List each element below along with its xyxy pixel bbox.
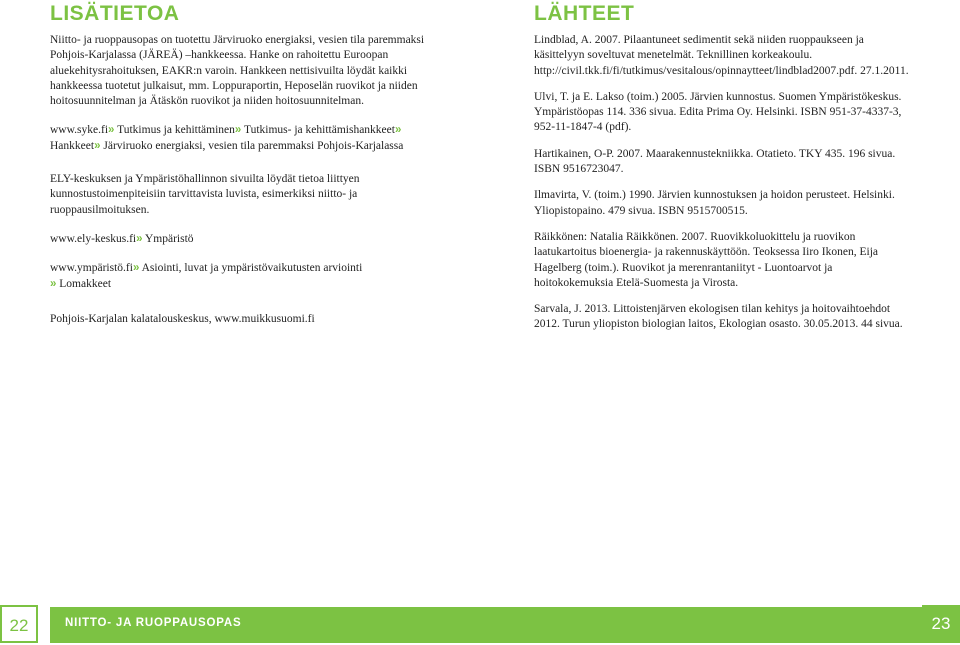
arrow-icon: » — [136, 232, 143, 245]
mkl-line: Pohjois-Karjalan kalatalouskeskus, www.muikkusuomi.fi — [50, 312, 315, 325]
ymparisto-links — [50, 261, 435, 292]
reference-item: Ilmavirta, V. (toim.) 1990. Järvien kunnostuksen ja hoidon perusteet. Helsinki. Yliopistopaino. 479 sivua. ISBN 9515700515. — [534, 189, 895, 217]
ymparisto-path-1[interactable]: Asiointi, luvat ja ympäristövaikutusten arviointi — [141, 262, 363, 275]
reference-item: Ulvi, T. ja E. Lakso (toim.) 2005. Järvien kunnostus. Suomen Ympäristökeskus. Ympäristöopas 114. 336 sivua. Edita Prima Oy. Helsinki. ISBN 951-37-4337-3, 952-11-1847-4 (pdf). — [534, 90, 902, 134]
reference-item: Hartikainen, O-P. 2007. Maarakennustekniikka. Otatieto. TKY 435. 196 sivua. ISBN 9516723047. — [534, 147, 896, 176]
syke-links — [50, 123, 435, 154]
syke-path-2[interactable]: Tutkimus- ja kehittämishankkeet — [243, 124, 395, 137]
ymparisto-link[interactable]: www.ympäristö.fi — [50, 262, 133, 275]
syke-path-3[interactable]: Hankkeet — [50, 139, 95, 152]
page-number-left: 22 — [0, 605, 38, 643]
arrow-icon: » — [132, 262, 140, 275]
syke-link[interactable]: www.syke.fi — [50, 124, 109, 137]
arrow-icon: » — [50, 277, 57, 290]
ely-path-1[interactable]: Ympäristö — [145, 232, 194, 245]
page-number-right: 23 — [922, 605, 960, 643]
reference-item: Räikkönen: Natalia Räikkönen. 2007. Ruovikkoluokittelu ja ruovikon laatukartoitus bioenergia- ja rakennuskäyttöön. Teoksessa Iiro Ikonen, Eija Hagelberg (toim.). Ruovikot ja merenrantaniityt - Luontoarvot ja hoitokokemuksia Etelä-Suomesta ja Virosta. — [534, 230, 878, 289]
syke-path-4[interactable]: Järviruoko energiaksi, vesien tila paremmaksi Pohjois-Karjalassa — [103, 139, 404, 152]
ely-link[interactable]: www.ely-keskus.fi — [50, 232, 137, 245]
arrow-icon: » — [234, 124, 242, 137]
reference-item: Sarvala, J. 2013. Littoistenjärven ekologisen tilan kehitys ja hoitovaihtoehdot 2012. Turun yliopiston biologian laitos, Ekologian osasto. 30.05.2013. 44 sivua. — [534, 303, 903, 331]
intro-paragraph: Niitto- ja ruoppausopas on tuotettu Järviruoko energiaksi, vesien tila paremmaksi Pohjois-Karjalassa (JÄREÄ) –hankkeessa. Hanke on rahoitettu Euroopan aluekehitysrahoituksen, EAKR:n varoin. Hankkeen nettisivuilta löydät kaikki hankkeessa tuotetut julkaisut, mm. Loppuraportin, Heposelän ruovikot ja niiden hoitosuunnitelman ja Ätäskön ruovikot ja niiden hoitosuunnitelman. — [50, 34, 425, 108]
arrow-icon: » — [108, 124, 115, 137]
syke-path-1[interactable]: Tutkimus ja kehittäminen — [117, 124, 235, 137]
reference-item: Lindblad, A. 2007. Pilaantuneet sedimentit sekä niiden ruoppaukseen ja käsittelyyn soveltuvat menetelmät. Teknillinen korkeakoulu. http://civil.tkk.fi/fi/tutkimus/vesitalous/opinnaytteet/lindblad2007.pdf. 27.1.2011. — [534, 34, 909, 77]
lisatietoa-section — [50, 33, 435, 341]
lahteet-heading: LÄHTEET — [534, 2, 635, 25]
arrow-icon: » — [94, 139, 101, 152]
footer-title: NIITTO- JA RUOPPAUSOPAS — [65, 617, 242, 629]
lisatietoa-heading: LISÄTIETOA — [50, 2, 180, 25]
ely-links — [50, 232, 435, 247]
lahteet-section — [534, 33, 914, 344]
arrow-icon: » — [394, 124, 402, 137]
ymparisto-path-2[interactable]: Lomakkeet — [59, 277, 112, 290]
ely-paragraph: ELY-keskuksen ja Ympäristöhallinnon sivuilta löydät tietoa liittyen kunnostustoimenpiteisiin tarvittavista luvista, esimerkiksi niitto- ja ruoppausilmoituksen. — [50, 173, 360, 216]
